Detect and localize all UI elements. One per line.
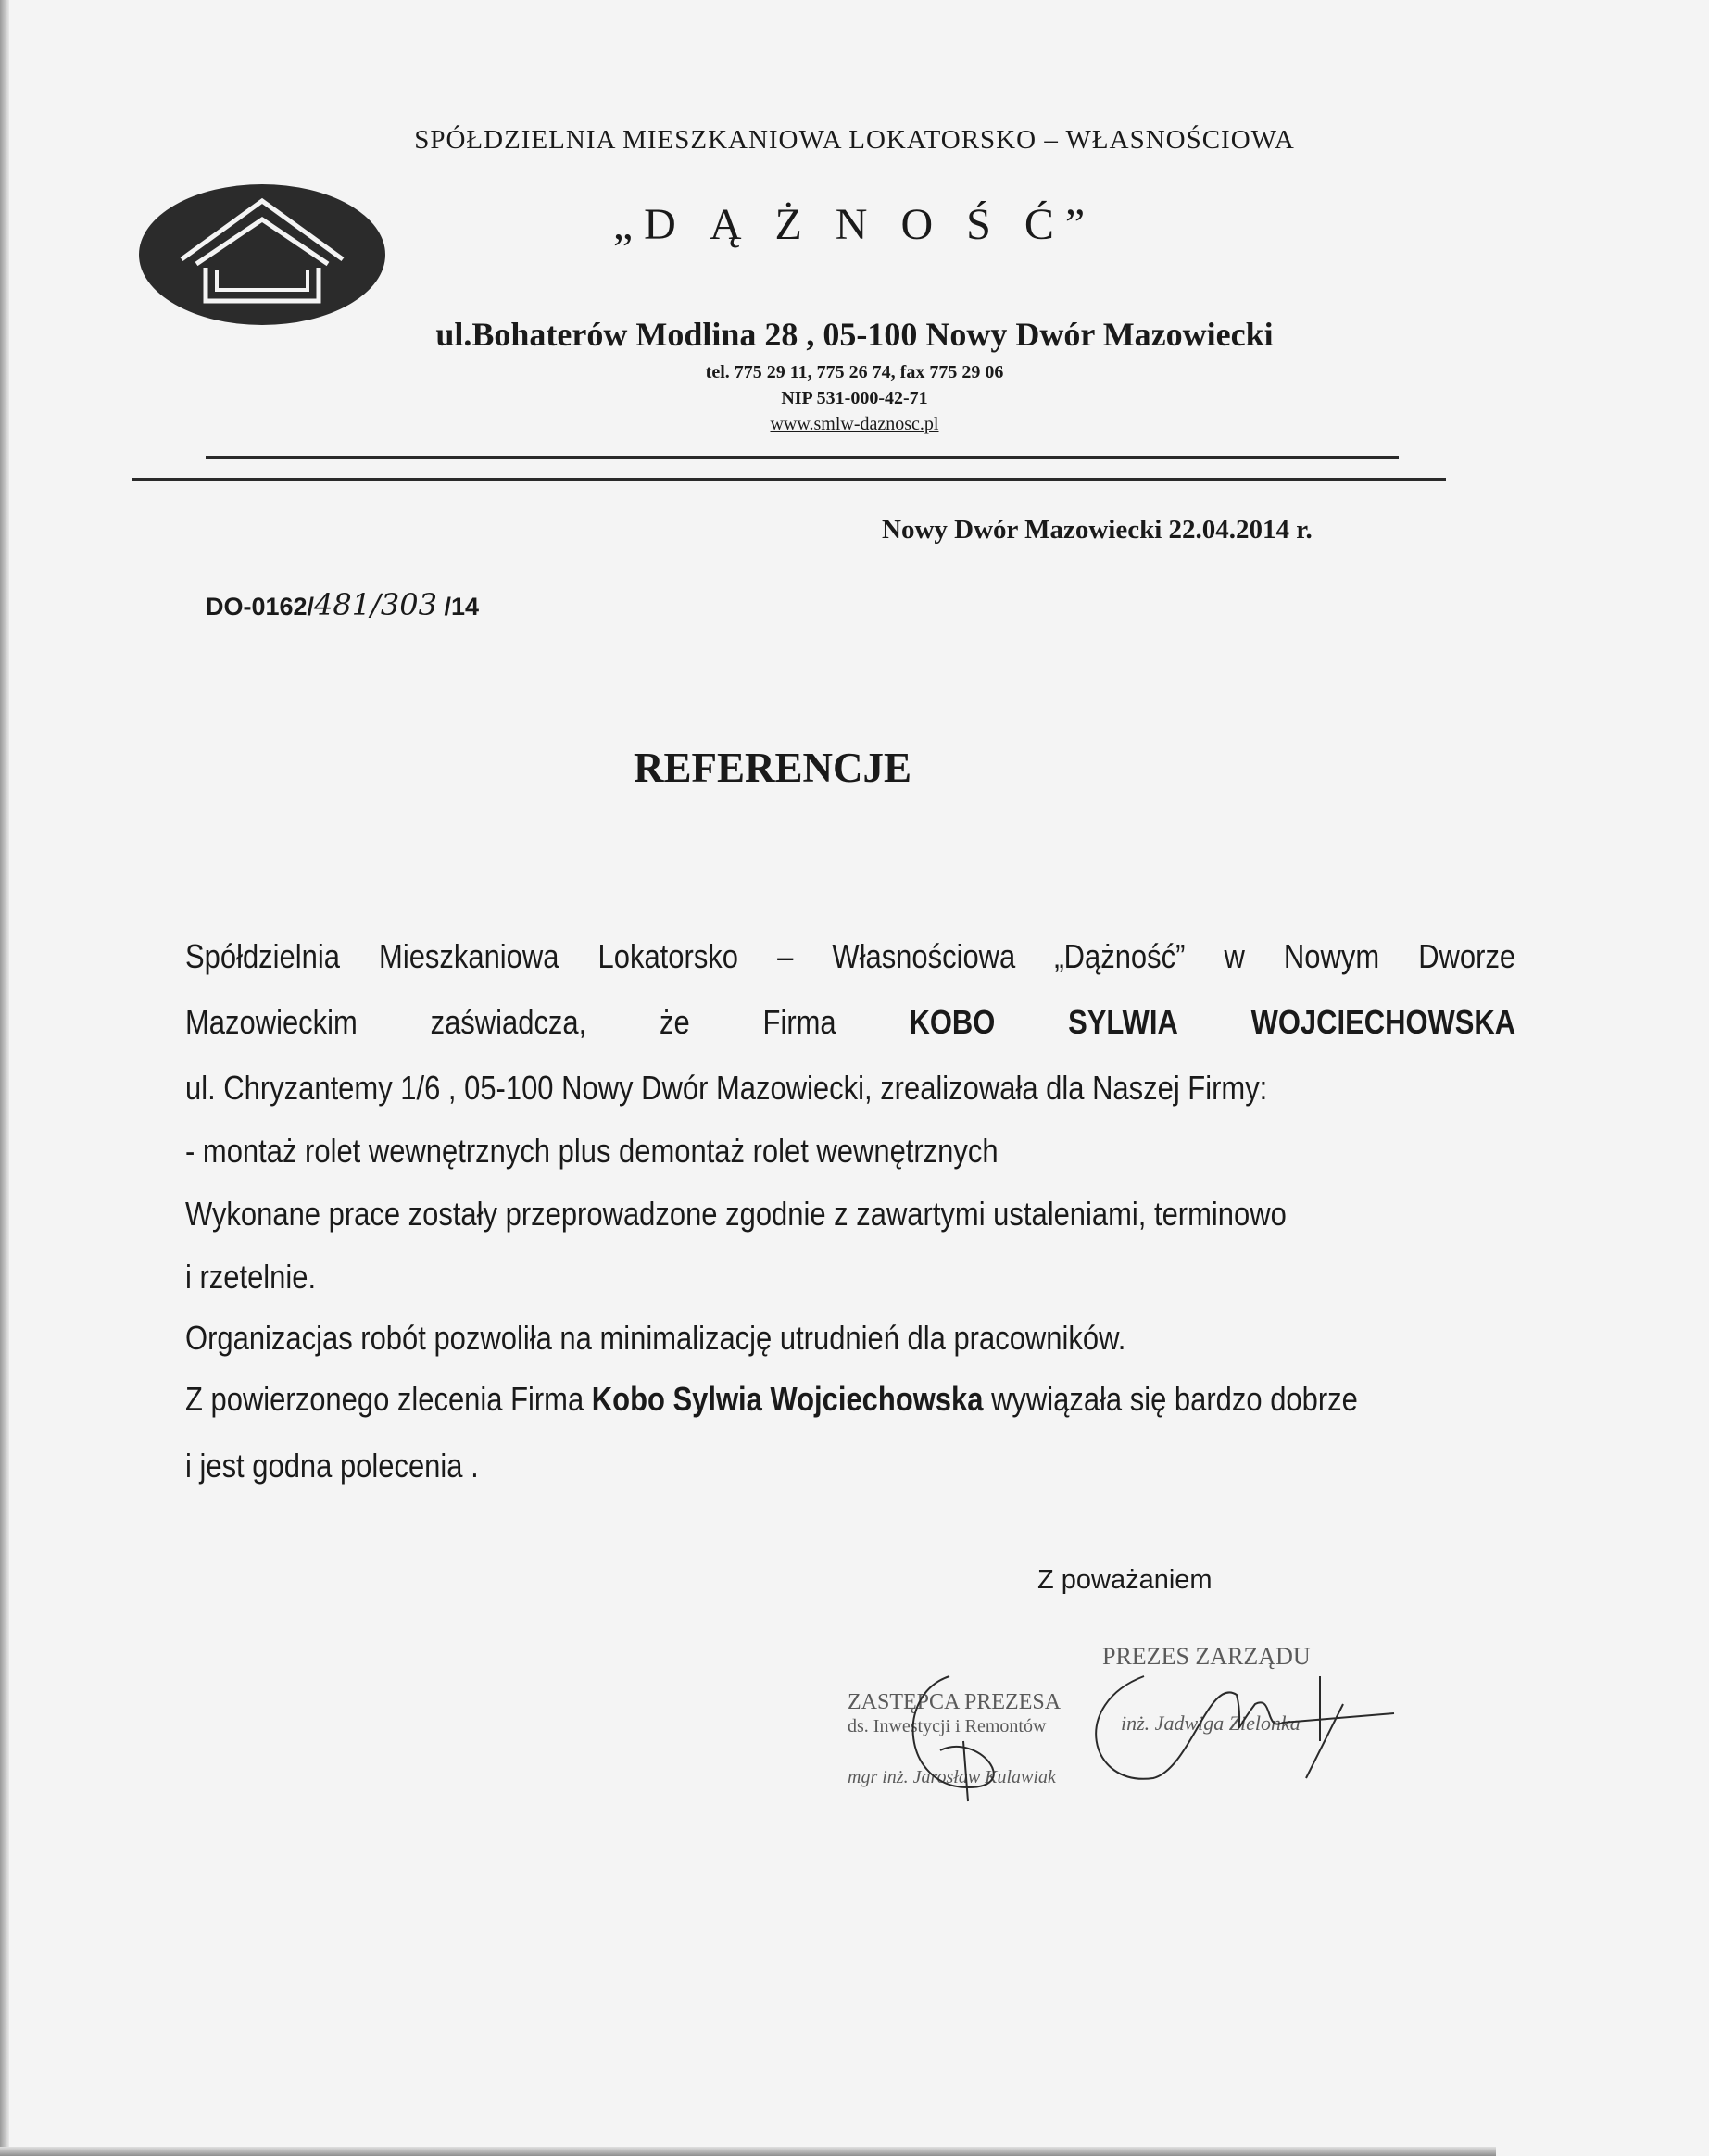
cooperative-contact: tel. 775 29 11, 775 26 74, fax 775 29 06 bbox=[705, 362, 1004, 382]
letterhead-rule-top bbox=[206, 456, 1399, 459]
reference-number bbox=[206, 587, 479, 622]
word: Mieszkaniowa bbox=[379, 937, 559, 975]
cooperative-nip: NIP 531-000-42-71 bbox=[781, 388, 928, 408]
reference-suffix: /14 bbox=[437, 593, 480, 620]
cooperative-name: „D Ą Ż N O Ś Ć” bbox=[612, 200, 1097, 249]
word: – bbox=[777, 937, 794, 975]
company-name-word: WOJCIECHOWSKA bbox=[1250, 1003, 1516, 1041]
body-line-6: i rzetelnie. bbox=[185, 1258, 317, 1296]
body-line-9: i jest godna polecenia . bbox=[185, 1447, 479, 1485]
word: Spółdzielnia bbox=[185, 937, 340, 975]
body-line-7: Organizacjas robót pozwoliła na minimalizację utrudnień dla pracowników. bbox=[185, 1319, 1126, 1357]
body-line-4: - montaż rolet wewnętrznych plus demontaż rolet wewnętrznych bbox=[185, 1132, 999, 1170]
deputy-name: mgr inż. Jarosław Kulawiak bbox=[848, 1767, 1056, 1787]
body-text: Z powierzonego zlecenia Firma bbox=[185, 1380, 592, 1418]
president-name: inż. Jadwiga Zielonka bbox=[1121, 1711, 1301, 1735]
word: Dworze bbox=[1418, 937, 1516, 975]
deputy-department: ds. Inwestycji i Remontów bbox=[848, 1716, 1047, 1736]
document-title: REFERENCJE bbox=[633, 745, 912, 791]
word: Lokatorsko bbox=[597, 937, 739, 975]
body-line-1 bbox=[185, 937, 1515, 976]
place-and-date: Nowy Dwór Mazowiecki 22.04.2014 r. bbox=[882, 515, 1313, 545]
word: Własnościowa bbox=[832, 937, 1016, 975]
word: że bbox=[660, 1003, 690, 1041]
word: „Dążność” bbox=[1054, 937, 1186, 975]
word: Nowym bbox=[1283, 937, 1380, 975]
body-text: wywiązała się bardzo dobrze bbox=[983, 1380, 1358, 1418]
company-name-word: KOBO bbox=[909, 1003, 996, 1041]
signature-stamps bbox=[838, 1639, 1394, 1806]
body-line-3: ul. Chryzantemy 1/6 , 05-100 Nowy Dwór Mazowiecki, zrealizowała dla Naszej Firmy: bbox=[185, 1069, 1268, 1107]
reference-handwritten: 481/303 bbox=[314, 587, 437, 622]
word: Mazowieckim bbox=[185, 1003, 358, 1041]
cooperative-website[interactable]: www.smlw-daznosc.pl bbox=[770, 414, 939, 434]
cooperative-address: ul.Bohaterów Modlina 28 , 05-100 Nowy Dwór Mazowiecki bbox=[435, 316, 1274, 353]
cooperative-full-name: SPÓŁDZIELNIA MIESZKANIOWA LOKATORSKO – WŁASNOŚCIOWA bbox=[414, 125, 1295, 155]
body-line-5: Wykonane prace zostały przeprowadzone zgodnie z zawartymi ustaleniami, terminowo bbox=[185, 1195, 1287, 1233]
body-line-8 bbox=[185, 1380, 1358, 1419]
body-line-2 bbox=[185, 1003, 1515, 1042]
reference-prefix: DO-0162/ bbox=[206, 593, 315, 620]
scan-bottom-edge bbox=[0, 2147, 1496, 2156]
word: Firma bbox=[762, 1003, 836, 1041]
word: zaświadcza, bbox=[430, 1003, 587, 1041]
closing-phrase: Z poważaniem bbox=[1037, 1565, 1213, 1595]
deputy-title: ZASTĘPCA PREZESA bbox=[848, 1690, 1062, 1714]
letterhead-rule-bottom bbox=[132, 478, 1446, 481]
word: w bbox=[1224, 937, 1245, 975]
president-title: PREZES ZARZĄDU bbox=[1102, 1643, 1311, 1670]
company-name-word: SYLWIA bbox=[1068, 1003, 1178, 1041]
company-name: Kobo Sylwia Wojciechowska bbox=[591, 1380, 984, 1418]
